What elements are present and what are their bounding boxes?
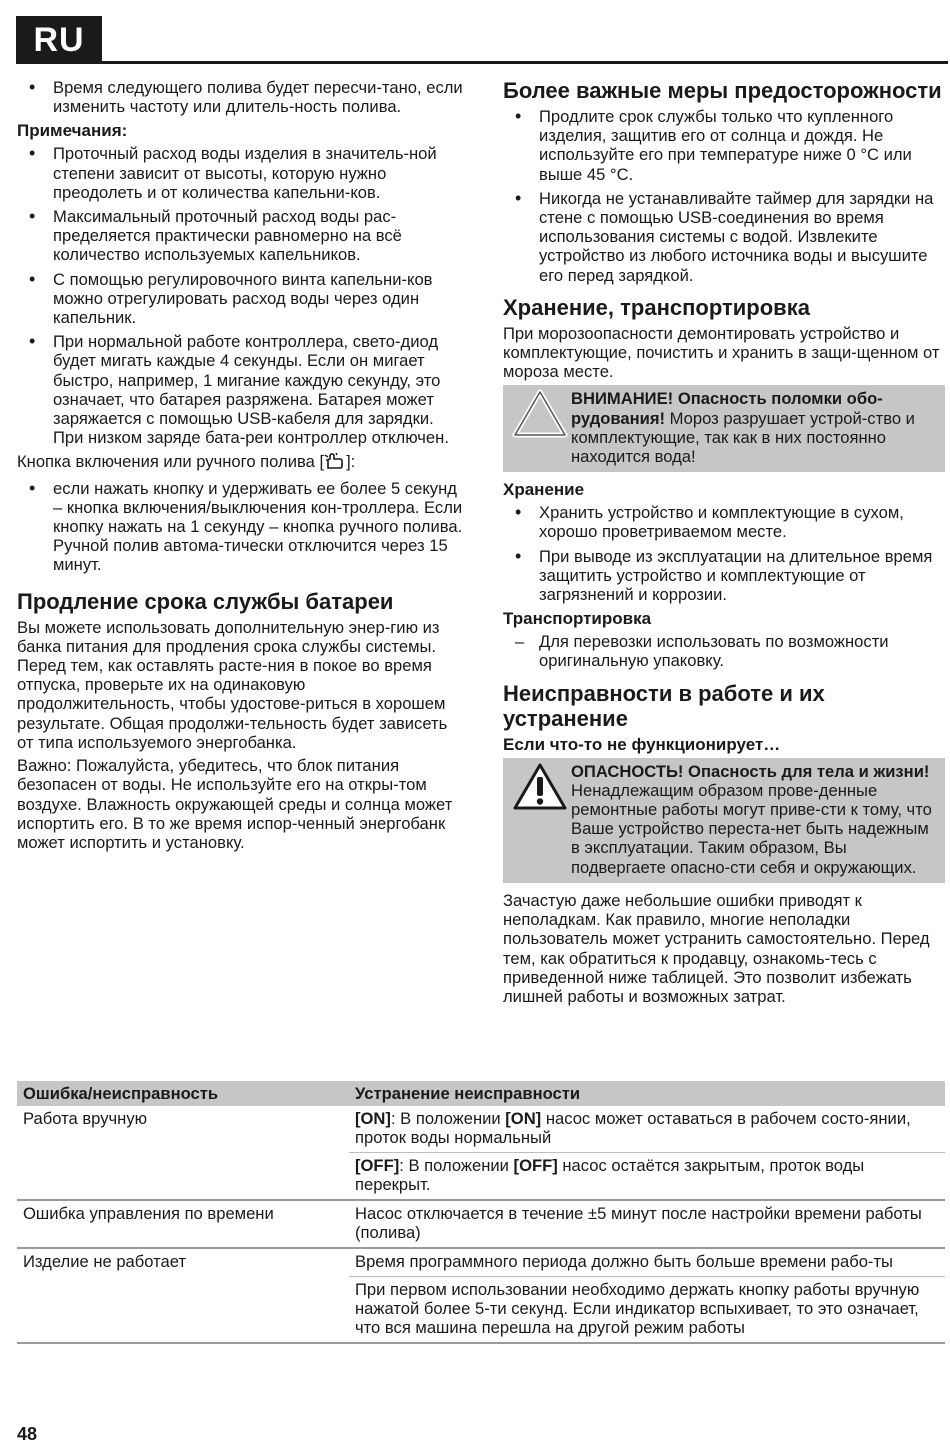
- fault-cell: Ошибка управления по времени: [17, 1200, 349, 1248]
- page-number: 48: [17, 1424, 38, 1444]
- trouble-subheading: Если что-то не функционирует…: [503, 734, 781, 754]
- trouble-heading: Неисправности в работе и их устранение: [503, 680, 825, 731]
- list-item: • При нормальной работе контроллера, свето-диод будет мигать каждые 4 секунды. Если он мигает быстро, например, 1 мигание каждую секунду, это означает, что батарея разряжена. Батарея может заряжается с помощью USB-кабеля для зарядки. При низком заряде бата-реи контроллер отключен.: [17, 332, 463, 447]
- hand-press-icon: [324, 452, 346, 474]
- danger-exclamation-icon: [509, 762, 571, 818]
- notes-title: Примечания:: [17, 121, 128, 141]
- list-item: • Проточный расход воды изделия в значитель-ной степени зависит от высоты, которую нужно преодолеть и от количества капельни-ков.: [17, 144, 463, 202]
- button-description: [17, 452, 463, 474]
- battery-paragraph-2: Важно: Пожалуйста, убедитесь, что блок питания безопасен от воды. Не используйте его на откры-том воздухе. Влажность окружающей среды и солнца может испортить его. В то же время испор-ченный энергобанк может испортить и установку.: [17, 756, 453, 852]
- caution-body: Мороз разрушает устрой-ство и комплектующие, так как в них постоянно находится вода!: [571, 408, 915, 467]
- storage-paragraph: При морозоопасности демонтировать устройство и комплектующие, почистить и хранить в защи-щенном от мороза месте.: [503, 323, 940, 382]
- caution-text: [571, 389, 939, 466]
- list-item: • Максимальный проточный расход воды рас-пределяется практически равномерно на всё количество используемых капельников.: [17, 207, 463, 265]
- list-item: • Продлите срок службы только что купленного изделия, защитив его от солнца и дождя. Не используйте его при температуре ниже 0 °C или выше 45 °C.: [503, 107, 945, 184]
- header-rule: [102, 61, 948, 64]
- right-column: [503, 78, 945, 1010]
- transport-list: [503, 632, 945, 670]
- button-line-prefix: Кнопка включения или ручного полива [: [17, 452, 325, 472]
- fix-cell: Время программного периода должно быть больше времени рабо-ты: [349, 1248, 945, 1277]
- caution-box: [503, 385, 945, 472]
- danger-box: [503, 758, 945, 883]
- table-row: [17, 1106, 945, 1153]
- fault-cell: Работа вручную: [17, 1106, 349, 1200]
- list-item: • Время следующего полива будет пересчи-тано, если изменить частоту или длитель-ность полива.: [17, 78, 463, 116]
- left-column: [17, 78, 463, 856]
- button-list: [17, 479, 463, 575]
- battery-paragraph-1: Вы можете использовать дополнительную энер-гию из банка питания для продления срока службы системы. Перед тем, как оставлять расте-ния в покое во время отпуска, проверьте их на одинаковую продолжительность, чтобы удостове-риться в хорошем результате. Общая продолжи-тельность будет зависеть от типа используемого энергобанка.: [17, 617, 448, 752]
- storage-subheading: Хранение: [503, 480, 585, 500]
- list-item: – Для перевозки использовать по возможности оригинальную упаковку.: [503, 632, 945, 670]
- language-badge: [16, 16, 102, 64]
- mode-key-off: [OFF]: [513, 1156, 558, 1175]
- mode-key-on: [ON]: [355, 1109, 391, 1128]
- mode-key-off: [OFF]: [355, 1156, 400, 1175]
- fault-cell: Изделие не работает: [17, 1248, 349, 1343]
- danger-text: [571, 762, 939, 877]
- list-item: • если нажать кнопку и удерживать ее более 5 секунд – кнопка включения/выключения кон-троллера. Если кнопку нажать на 1 секунду – кнопка ручного полива. Ручной полив автома-тически отключится через 15 минут.: [17, 479, 463, 575]
- caution-label: ВНИМАНИЕ! Опасность поломки обо-рудования!: [571, 389, 883, 428]
- storage-heading: Хранение, транспортировка: [503, 294, 810, 320]
- precautions-heading: Более важные меры предосторожности: [503, 78, 942, 103]
- list-item: • Хранить устройство и комплектующие в сухом, хорошо проветриваемом месте.: [503, 503, 945, 541]
- mode-key-on: [ON]: [505, 1109, 542, 1128]
- battery-heading: Продление срока службы батареи: [17, 588, 394, 614]
- table-row: [17, 1248, 945, 1277]
- button-line-suffix: ]:: [346, 452, 356, 472]
- danger-body: Ненадлежащим образом прове-денные ремонтные работы могут приве-сти к тому, что Ваше устройство переста-нет быть надежным в эксплуатации. Таким образом, Вы подвергаете опасно-сти себя и окружающих.: [571, 780, 932, 877]
- fix-cell: [349, 1106, 945, 1153]
- notes-list: [17, 144, 463, 447]
- fix-cell: При первом использовании необходимо держать кнопку работы вручную нажатой более 5-ти секунд. Если индикатор вспыхивает, то это означает, что вся машина перешла на другой режим работы: [349, 1277, 945, 1344]
- trouble-paragraph: Зачастую даже небольшие ошибки приводят к неполадкам. Как правило, многие неполадки пользователь может устранить самостоятельно. Перед тем, как обратиться к продавцу, ознакомь-тесь с приведенной ниже таблицей. Это позволит избежать лишней работы и возможных затрат.: [503, 890, 930, 1006]
- fix-text: насос может оставаться в рабочем состо-янии, проток воды нормальный: [355, 1109, 911, 1147]
- storage-list: [503, 503, 945, 604]
- column-header-fault: Ошибка/неисправность: [17, 1081, 349, 1106]
- language-code: RU: [33, 20, 85, 59]
- fix-text: насос остаётся закрытым, проток воды перекрыт.: [355, 1156, 865, 1194]
- fix-cell: Насос отключается в течение ±5 минут после настройки времени работы (полива): [349, 1200, 945, 1248]
- fix-cell: [349, 1153, 945, 1201]
- list-item: • С помощью регулировочного винта капельни-ков можно отрегулировать расход воды через один капельник.: [17, 270, 463, 328]
- fix-text: : В положении: [399, 1156, 514, 1175]
- troubleshooting-table: [17, 1081, 945, 1344]
- intro-list: [17, 78, 463, 116]
- column-header-fix: Устранение неисправности: [349, 1081, 945, 1106]
- danger-label: ОПАСНОСТЬ! Опасность для тела и жизни!: [571, 761, 930, 781]
- caution-triangle-icon: [509, 389, 571, 445]
- table-row: [17, 1200, 945, 1248]
- table-header-row: [17, 1081, 945, 1106]
- list-item: • Никогда не устанавливайте таймер для зарядки на стене с помощью USB-соединения во время использования системы с водой. Извлеките устройство из любого источника воды и высушите его перед зарядкой.: [503, 189, 945, 285]
- list-item: • При выводе из эксплуатации на длительное время защитить устройство и комплектующие от загрязнений и коррозии.: [503, 547, 945, 605]
- transport-subheading: Транспортировка: [503, 609, 652, 629]
- fix-text: : В положении: [390, 1109, 506, 1128]
- precautions-list: [503, 107, 945, 285]
